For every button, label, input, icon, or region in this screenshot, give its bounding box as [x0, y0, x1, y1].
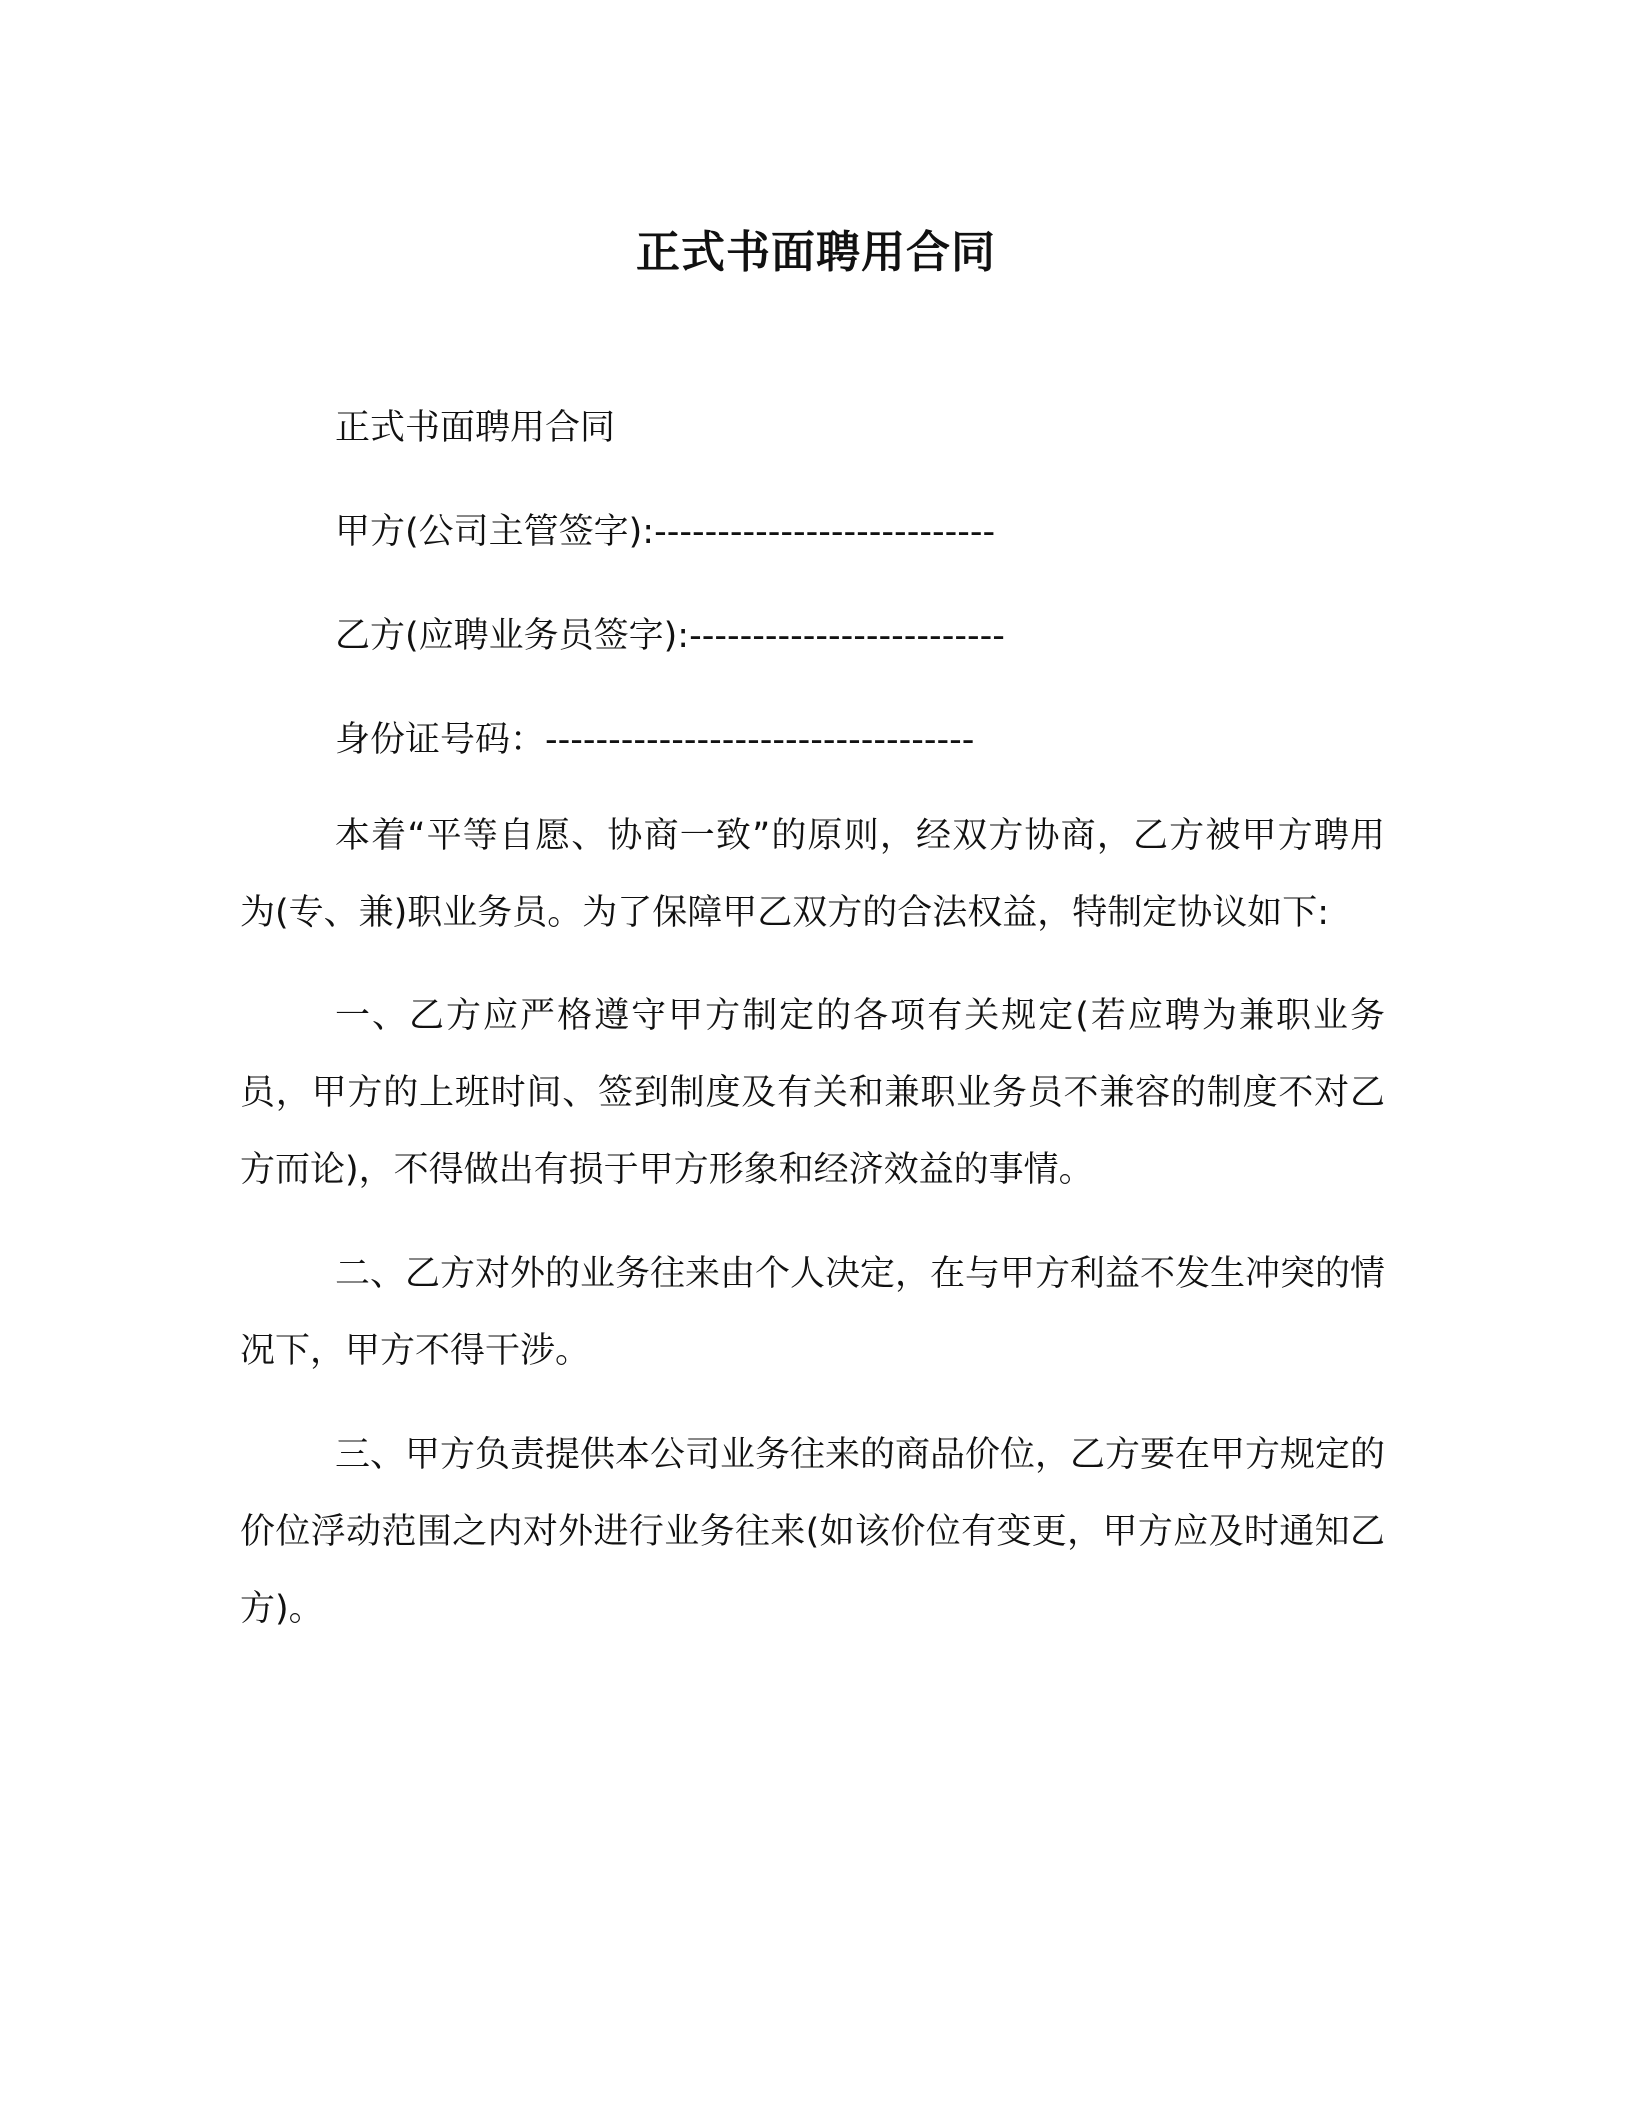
- contract-subtitle: 正式书面聘用合同: [335, 408, 616, 448]
- intro-paragraph: 本着“平等自愿、协商一致”的原则，经双方协商，乙方被甲方聘用为(专、兼)职业务员。为了保障甲乙双方的合法权益，特制定协议如下:: [240, 816, 1385, 933]
- clause-3: 三、甲方负责提供本公司业务往来的商品价位，乙方要在甲方规定的价位浮动范围之内对外进行业务往来(如该价位有变更，甲方应及时通知乙方)。: [240, 1435, 1386, 1629]
- clause-2: 二、乙方对外的业务往来由个人决定，在与甲方利益不发生冲突的情况下，甲方不得干涉。: [240, 1254, 1386, 1371]
- clause-1: 一、乙方应严格遵守甲方制定的各项有关规定(若应聘为兼职业务员，甲方的上班时间、签到制度及有关和兼职业务员不兼容的制度不对乙方而论)，不得做出有损于甲方形象和经济效益的事情。: [240, 996, 1385, 1190]
- id-number-line: 身份证号码：----------------------------------: [335, 720, 975, 760]
- party-a-signature-line: 甲方(公司主管签字):---------------------------: [335, 512, 996, 552]
- party-b-signature-line: 乙方(应聘业务员签字):-------------------------: [335, 616, 1005, 656]
- document-title: 正式书面聘用合同: [636, 227, 996, 278]
- document-body: [240, 390, 1385, 1675]
